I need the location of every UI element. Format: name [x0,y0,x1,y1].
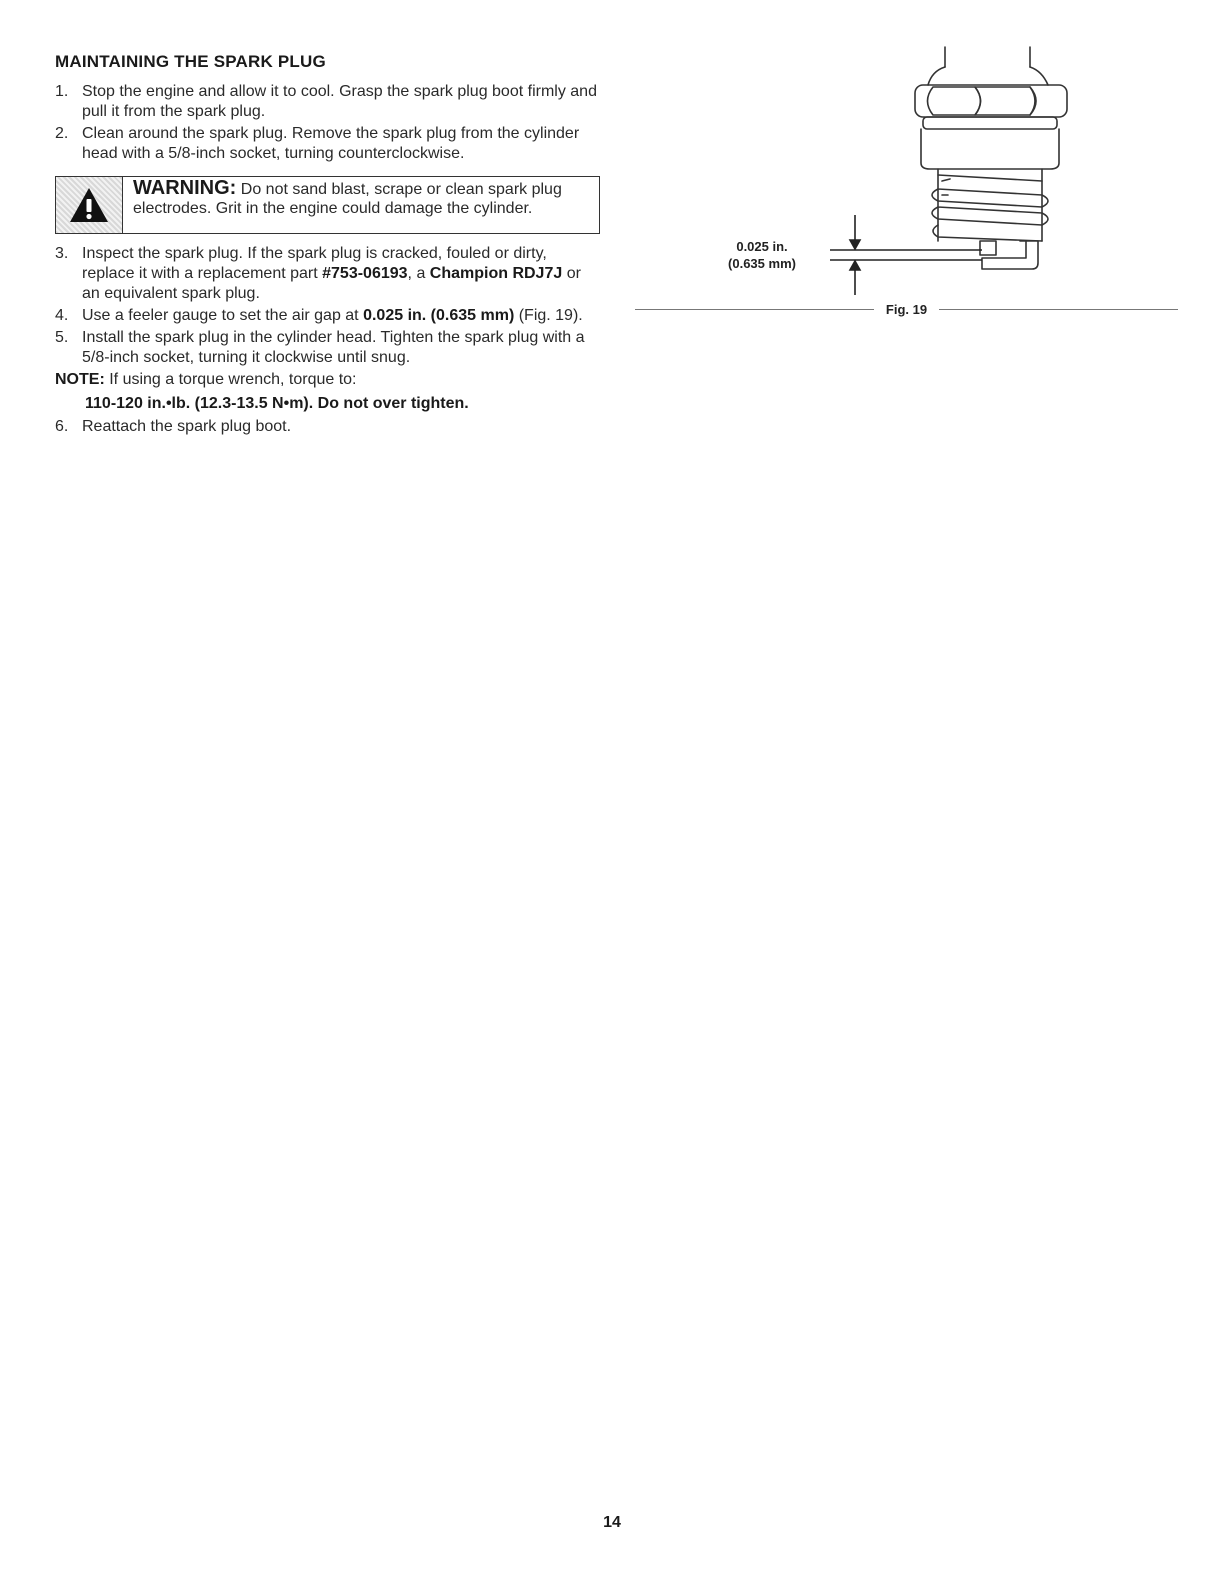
content-column [55,52,600,439]
step-2 [55,124,600,164]
step-number: 1. [55,83,69,100]
torque-spec: 110-120 in.•lb. (12.3-13.5 N•m). Do not over tighten. [85,395,469,412]
champion-plug-model: Champion RDJ7J [429,265,563,282]
warning-text [123,177,599,233]
page-number: 14 [603,1514,621,1531]
step-text: Install the spark plug in the cylinder head. Tighten the spark plug with a 5/8-inch socket, turning it clockwise until snug. [82,329,585,366]
note-text: If using a torque wrench, torque to: [109,371,357,388]
step-text: Clean around the spark plug. Remove the spark plug from the cylinder head with a 5/8-inch socket, turning counterclockwise. [82,125,580,162]
step-1 [55,82,600,122]
step-text-part: Inspect the spark plug. If the spark plug is cracked, fouled or dirty, replace it with a replacement part [82,245,547,282]
step-number: 2. [55,125,69,142]
figure-caption-row [635,302,1178,317]
warning-triangle-icon [68,186,110,224]
caption-rule-right [939,309,1178,310]
step-number: 3. [55,245,69,262]
step-number: 4. [55,307,69,324]
air-gap-value: 0.025 in. (0.635 mm) [363,307,515,324]
warning-message: Do not sand blast, scrape or clean spark plug electrodes. Grit in the engine could damage the cylinder. [133,181,562,217]
warning-box [55,176,600,234]
warning-icon-cell [56,177,123,233]
step-text-part: , a [407,265,430,282]
step-text-part: Use a feeler gauge to set the air gap at [82,307,364,324]
step-text [82,244,600,304]
part-number: #753-06193 [322,265,408,282]
gap-inches: 0.025 in. [736,239,788,254]
caption-rule-left [635,309,874,310]
step-3 [55,244,600,304]
step-6 [55,417,600,437]
gap-millimeters: (0.635 mm) [728,256,796,271]
note [55,370,600,390]
step-5 [55,328,600,368]
figure-caption: Fig. 19 [885,302,928,317]
step-text-part: (Fig. 19). [514,307,583,324]
step-text [82,306,600,326]
step-4 [55,306,600,326]
step-text: Stop the engine and allow it to cool. Grasp the spark plug boot firmly and pull it from the spark plug. [82,83,597,120]
step-text: Reattach the spark plug boot. [82,418,292,435]
step-text-part: or an equivalent spark plug. [82,265,581,302]
section-title: MAINTAINING THE SPARK PLUG [55,52,326,71]
note-label: NOTE: [55,371,105,388]
gap-dimension-label [700,238,824,272]
warning-label: WARNING: [133,177,237,199]
step-number: 5. [55,329,69,346]
step-number: 6. [55,418,69,435]
